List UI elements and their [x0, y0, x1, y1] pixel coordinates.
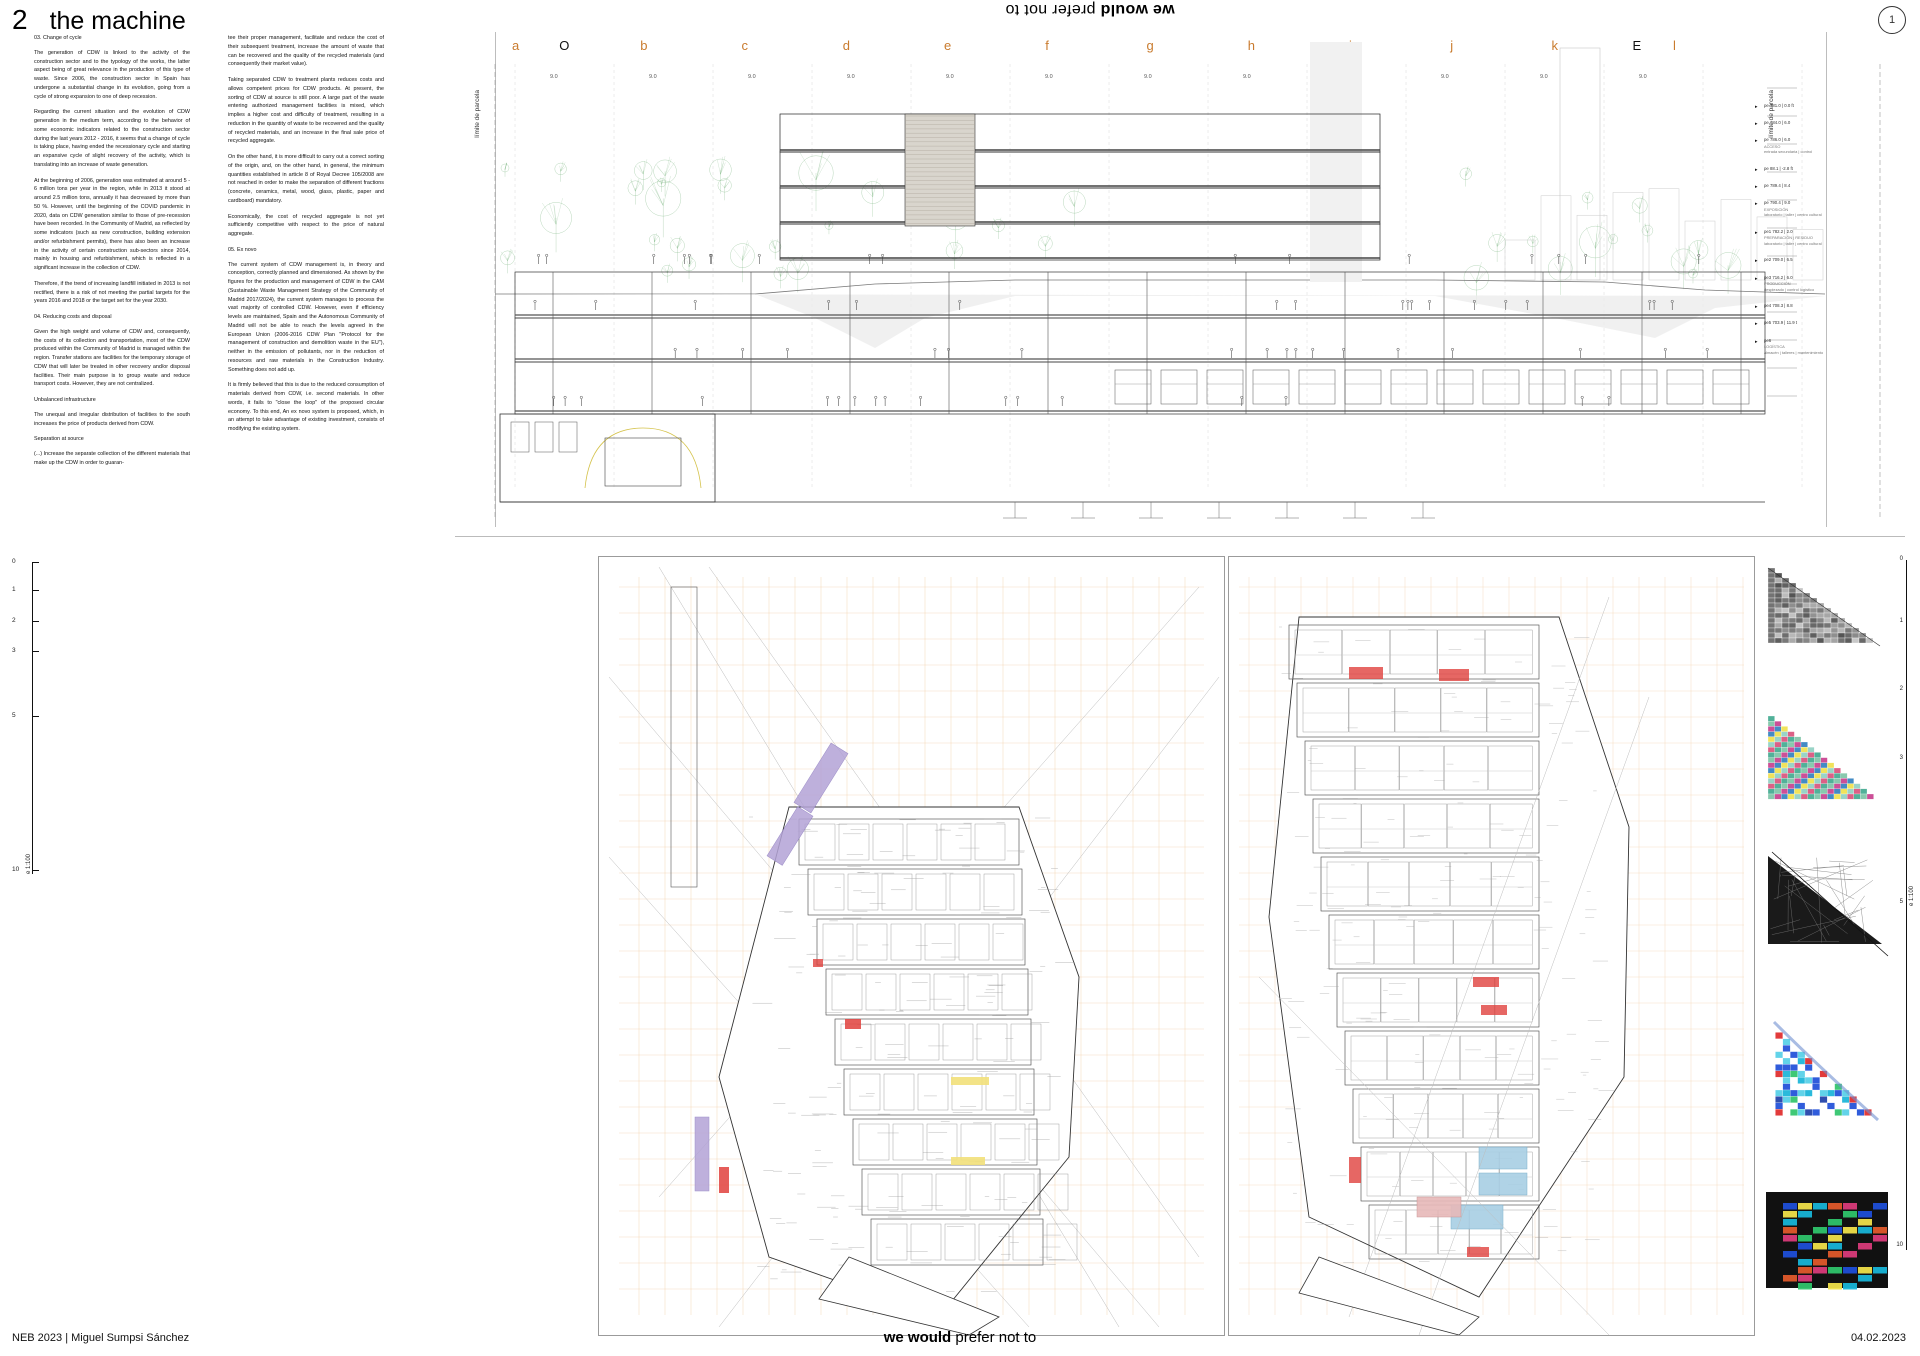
arrow-icon: ▸: [1755, 321, 1758, 328]
grid-dimension: 9.0: [1540, 74, 1548, 80]
grid-dimension: 9.0: [1243, 74, 1251, 80]
level-code: pe 781.0 | 0.0 ft: [1764, 103, 1794, 108]
scale-axis: [32, 562, 33, 874]
grid-dimension: 9.0: [1639, 74, 1647, 80]
grid-dimension: 9.0: [748, 74, 756, 80]
arrow-icon: ▸: [1755, 258, 1758, 265]
section-graphic: [455, 18, 1895, 528]
grid-letter-b: b: [640, 38, 648, 53]
level-label: PRODUCCIÓN: [1764, 280, 1791, 286]
scale-tick-label: 2: [12, 616, 16, 624]
grid-dimension: 9.0: [550, 74, 558, 80]
level-legend-item: [1755, 229, 1880, 247]
level-legend-item: [1755, 166, 1880, 172]
text-heading: 05. Ex novo: [228, 246, 257, 253]
arrow-icon: ▸: [1755, 138, 1758, 145]
level-code: pe 784.0 | 6.0: [1764, 120, 1791, 126]
scale-tick-label: 5: [12, 712, 16, 719]
level-label: almacén | talleres | mantenimiento: [1764, 349, 1824, 355]
text-paragraph: It is firmly believed that this is due to the reduced consumption of materials derived from CDW, i.e. second materials. In other words, it fails to "close the loop" of the proposed circular economy. To this end, An ex novo system is proposed, which, in an attempt to take advantage of existing investment, consists of modifying the existing system.: [228, 382, 384, 432]
section-level-legend: [1755, 103, 1880, 366]
ground-floor-plan[interactable]: [598, 556, 1225, 1336]
grid-letter-k: k: [1551, 38, 1558, 53]
footer-slogan-light-2: not to: [998, 1329, 1037, 1346]
grid-dimension: 9.0: [1045, 74, 1053, 80]
scale-tick: [32, 621, 39, 622]
grid-dimension: 9.0: [946, 74, 954, 80]
text-paragraph: Taking separated CDW to treatment plants reduces costs and allows competent prices for CDW products. At present, the sorting of CDW at source is still poor. A large part of the waste entering authorized management facilities is mixed, which implies a higher cost and difficulty of treatment, resulting in a reduction in the quantity of waste to be recovered and the quality of recycled materials, and an increase in the final sale price of recycled aggregate.: [228, 77, 384, 145]
scale-tick-label-right: 5: [1899, 899, 1903, 905]
grid-letter-d: d: [842, 38, 850, 53]
level-label: EXPOSICIÓN: [1764, 206, 1789, 212]
text-paragraph: The current system of CDW management is, in theory and conception, correctly planned and dimensioned. As shown by the figures for the production and management of CDW in the CAM (Sustainable Waste Management Strategy of the Community of Madrid 2017/2024), the current system manages to process the vast majority of controlled CDW. However, even if efficiency levels are maintained, Spain and the Autonomous Community of Madrid will not be able to reach the levels agreed in the European Union (2006-2016 CDW Plan "Protocol for the management of construction and demolition waste in the EU"), neither in the emission of pollutants, nor in the reduction of resources and raw materials in the Construction Industry. Something does not add up.: [228, 261, 384, 373]
scale-caption-right: e 1:100: [1909, 886, 1915, 907]
scale-tick-label: 3: [12, 647, 16, 655]
footer-slogan-bold: we would: [883, 1329, 952, 1346]
scale-tick-label-right: 3: [1899, 754, 1903, 761]
grid-letter-e: e: [944, 38, 952, 53]
text-paragraph: (...) Increase the separate collection of the different materials that make up the CDW in order to guaran-: [34, 451, 190, 466]
level-legend-item: [1755, 120, 1880, 126]
scale-bar-right: [1891, 556, 1915, 1256]
scale-tick-label-right: 0: [1899, 556, 1903, 562]
grid-dimension: 9.0: [847, 74, 855, 80]
level-code: pe4 708.3 | 8.8: [1764, 303, 1793, 309]
page-title-label: the machine: [49, 7, 186, 35]
grid-letter-j: j: [1450, 38, 1454, 53]
upper-floor-plan[interactable]: [1228, 556, 1755, 1336]
level-code: pe 789.4 | 8.4: [1764, 183, 1791, 189]
scale-tick: [32, 716, 39, 717]
text-paragraph: The unequal and irregular distribution of facilities to the south increases the price of products derived from CDW.: [34, 411, 190, 427]
plot-limit-right: límite de parcela: [1768, 90, 1775, 138]
grid-dimension: 9.0: [1144, 74, 1152, 80]
footer-slogan-light-1: prefer: [955, 1329, 995, 1346]
text-heading: Separation at source: [34, 436, 84, 443]
scale-tick: [32, 562, 39, 563]
scale-tick-label: 1: [12, 585, 16, 593]
level-code: pe5 703.9 | 11.9 t: [1764, 320, 1798, 326]
level-code: pe 786.0 | 6.0: [1764, 137, 1791, 143]
top-mirrored-slogan: [880, 0, 1300, 18]
arrow-icon: ▸: [1755, 275, 1758, 282]
diagram-thumbnail-column: [1762, 556, 1915, 1334]
sheet-mark-badge: 1: [1878, 6, 1906, 34]
level-label: despiezado | control logístico: [1764, 286, 1815, 292]
page-number: 2: [12, 4, 28, 35]
text-column-1: [34, 34, 190, 475]
text-paragraph: The generation of CDW is linked to the activity of the construction sector and to the typology of the works, the latter aspect being of great relevance in the production of this type of waste. Since 2006, the construction sector in Spain has undergone a substantial change in its evolution, going from a cycle of strong expansion to one of deep recession.: [34, 49, 190, 100]
grid-letter-h: h: [1247, 38, 1255, 53]
grid-letter-c: c: [741, 38, 748, 53]
scale-tick: [32, 590, 39, 591]
scale-tick-label-right: 2: [1899, 686, 1903, 693]
top-slogan-light: prefer not to: [1005, 1, 1096, 18]
scale-tick: [32, 870, 39, 871]
arrow-icon: ▸: [1755, 201, 1758, 208]
level-code: pe 790.4 | 9.0: [1764, 200, 1791, 206]
text-paragraph: Therefore, if the trend of increasing landfill initiated in 2013 is not rectified, there is a risk of not meeting the partial targets for the years 2016 and 2018 or the target set for the year 2030.: [34, 280, 190, 305]
text-paragraph: tee their proper management, facilitate and reduce the cost of their subsequent treatment, increase the amount of waste that can be recovered and the quality of the recycled materials (and consequently their market value).: [228, 35, 384, 68]
top-slogan-bold: we would: [1100, 1, 1175, 18]
grid-letter-g: g: [1146, 38, 1154, 53]
level-legend-item: [1755, 275, 1880, 293]
level-legend-item: [1755, 200, 1880, 218]
arrow-icon: ▸: [1755, 166, 1758, 173]
arrow-icon: ▸: [1755, 121, 1758, 128]
level-label: laboratorio | taller | centro cultural: [1764, 240, 1822, 246]
level-legend-item: [1755, 103, 1880, 109]
divider-line: [455, 536, 1905, 537]
text-heading: 03. Change of cycle: [34, 35, 82, 41]
scale-axis-right: [1906, 560, 1907, 1250]
text-paragraph: Economically, the cost of recycled aggregate is not yet sufficiently competitive with respect to the price of natural aggregate.: [228, 213, 384, 237]
footer-slogan: [0, 1329, 1920, 1346]
level-legend-item: [1755, 183, 1880, 189]
level-legend-item: [1755, 257, 1880, 263]
level-code: pe1 782.2 | 2.0: [1764, 228, 1793, 234]
section-drawing-panel: [455, 18, 1895, 528]
level-label: laboratorio | taller | centro cultural: [1764, 212, 1822, 218]
text-heading: Unbalanced infrastructure: [34, 397, 96, 403]
text-heading: 04. Reducing costs and disposal: [34, 314, 112, 320]
grid-dimension: 9.0: [1441, 74, 1449, 80]
level-legend-item: [1755, 303, 1880, 309]
page-title: [12, 4, 186, 36]
arrow-icon: ▸: [1755, 338, 1758, 345]
grid-dimension: 9.0: [649, 74, 657, 80]
text-paragraph: On the other hand, it is more difficult to carry out a correct sorting of the origin, and, on the other hand, in general, the minimum quantities established in article 8 of Royal Decree 105/2008 are not reached in order to make the separation of different fractions (concrete, ceramics, metal, wood, glass, plastic, paper and cardboard) mandatory.: [228, 154, 384, 204]
scale-tick-label-right: 10: [1896, 1242, 1903, 1248]
level-legend-item: [1755, 320, 1880, 326]
grid-letter-a: a: [512, 38, 520, 53]
plot-limit-left: límite de parcela: [474, 90, 481, 138]
scale-tick-label: 0: [12, 558, 16, 565]
scale-tick-label: 10: [12, 866, 20, 873]
grid-letter-E: E: [1632, 38, 1642, 53]
footer-credit: NEB 2023 | Miguel Sumpsi Sánchez: [12, 1332, 190, 1344]
arrow-icon: ▸: [1755, 229, 1758, 236]
text-paragraph: Regarding the current situation and the evolution of CDW generation in the medium term, according to the behavior of some economic indicators related to the construction sector during the last years 2012 - 2016, it seems that a change of cycle is taking place, having ended the recessionary cycle and starting an expansive cycle of slight recovery of the activity, which is translating into an increase of waste generation.: [34, 109, 190, 168]
level-code: pe6: [1764, 337, 1772, 343]
text-paragraph: At the beginning of 2006, generation was estimated at around 5 - 6 million tons per year in the region, while in 2013 it stood at around 2.5 million tons, annually it has decreased by more than 50 %. However, until the beginning of the COVID pandemic in 2020, data on CDW generation similar to those of pre-recession have been recorded. In the Community of Madrid, as reflected by some indicators (such as new construction, building extension and/or refurbishment permits), there has also been an increase in the activity of certain construction sub-sectors since 2014, mainly in housing and refurbishment, which is reflected in a significant increase in the collection of CDW.: [34, 177, 190, 271]
footer-date: 04.02.2023: [1850, 1332, 1906, 1344]
level-label: entrada secundaria | control: [1764, 149, 1813, 155]
level-code: pe 88.1 | -2.8 ft: [1764, 165, 1793, 171]
scale-bar-left: [12, 556, 54, 886]
scale-tick: [32, 651, 39, 652]
level-code: pe3 716.2 | 6.0: [1764, 274, 1793, 280]
arrow-icon: ▸: [1755, 104, 1758, 110]
grid-letter-f: f: [1045, 38, 1049, 53]
arrow-icon: ▸: [1755, 304, 1758, 311]
level-legend-item: [1755, 338, 1880, 356]
level-label: PREPARACIÓN | RESIDUO: [1764, 235, 1813, 241]
scale-tick-label-right: 1: [1899, 617, 1903, 624]
level-legend-item: [1755, 137, 1880, 155]
grid-letter-O: O: [559, 38, 570, 53]
grid-letter-l: l: [1673, 38, 1676, 53]
text-column-2: [228, 34, 384, 441]
text-paragraph: Given the high weight and volume of CDW and, consequently, the costs of its collection and transportation, most of the CDW produced within the Community of Madrid is managed within the region. Transfer stations are facilities for the temporary storage of CDW that will later be treated in other recovery and/or disposal facilities. Their main purpose is to group waste and reduce transport costs. However, they are not centralized.: [34, 328, 190, 388]
level-code: pe2 709.0 | 6.5: [1764, 257, 1793, 263]
level-label: ACCESO: [1764, 143, 1781, 149]
arrow-icon: ▸: [1755, 184, 1758, 191]
scale-caption-left: e 1:100: [26, 853, 32, 874]
level-label: LOGÍSTICA: [1764, 343, 1785, 349]
